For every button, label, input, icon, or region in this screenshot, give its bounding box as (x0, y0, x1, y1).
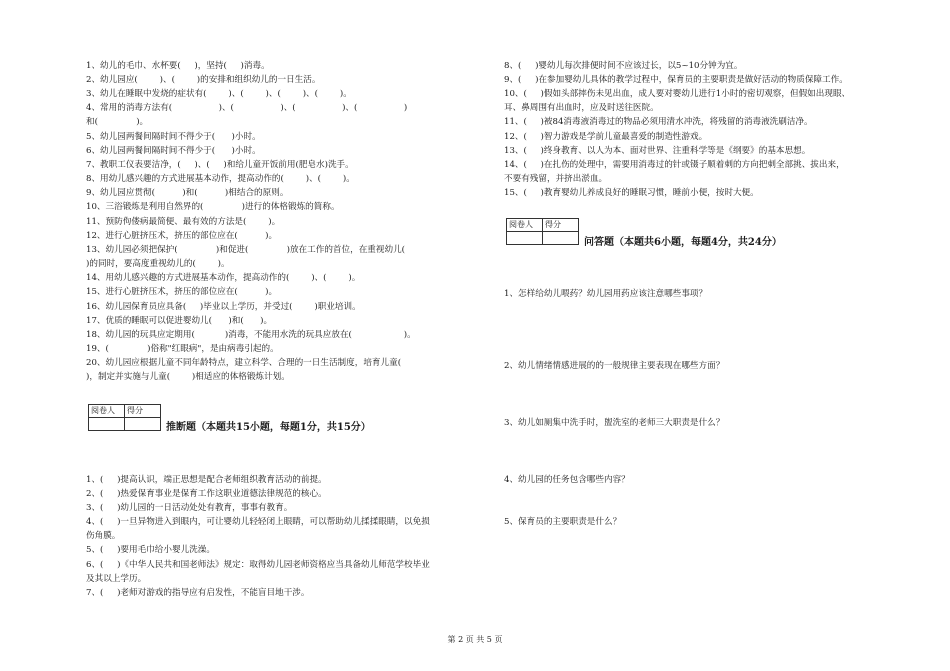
reviewer-label: 阅卷人 (89, 405, 125, 418)
judge-line: 10、( )假如头部摔伤未见出血，成人要对婴幼儿进行1小时的密切观察，但假如出现眼、 (504, 89, 851, 99)
judge-line: 1、( )提高认识，端正思想是配合老师组织教育活动的前提。 (86, 475, 327, 485)
qa-question: 4、幼儿园的任务包含哪些内容？ (504, 475, 630, 485)
judge-line: 5、( )要用毛巾给小婴儿洗澡。 (86, 545, 215, 555)
reviewer-cell (89, 418, 125, 431)
score-cell (543, 232, 579, 245)
fill-blank-line: 5、幼儿园两餐间隔时间不得少于( )小时。 (86, 132, 261, 142)
judge-line: 耳、鼻周围有出血时，应及时送往医院。 (504, 103, 659, 113)
score-label: 得分 (125, 405, 161, 418)
page-footer: 第 2 页 共 5 页 (447, 635, 503, 644)
qa-question: 2、幼儿情绪情感进展的的一般规律主要表现在哪些方面？ (504, 361, 725, 371)
score-box (506, 218, 579, 245)
judge-line: 13、( )终身教育、以人为本、面对世界、注重科学等是《纲要》的基本思想。 (504, 146, 811, 156)
fill-blank-line: 11、预防佝偻病最简便、最有效的方法是( )。 (86, 217, 281, 227)
judge-line: 14、( )在扎伤的处理中，需要用消毒过的针或镊子顺着刺的方向把刺全部挑、拔出来， (504, 160, 845, 170)
judge-line: 8、( )婴幼儿每次排便时间不应该过长，以5~10分钟为宜。 (504, 61, 743, 71)
score-cell (125, 418, 161, 431)
judge-line: 15、( )教育婴幼儿养成良好的睡眠习惯，睡前小便，按时大便。 (504, 188, 759, 198)
fill-blank-line: 15、进行心脏挤压术，挤压的部位应在( )。 (86, 287, 278, 297)
judge-line: 12、( )智力游戏是学前儿童最喜爱的制造性游戏。 (504, 132, 708, 142)
fill-blank-line: 8、用幼儿感兴趣的方式进展基本动作，提高动作的( )、( )。 (86, 174, 355, 184)
score-box (88, 404, 161, 431)
fill-blank-line: 14、用幼儿感兴趣的方式进展基本动作，提高动作的( )、( )。 (86, 273, 361, 283)
fill-blank-line: )的同时，要高度重视幼儿的( )。 (86, 259, 230, 269)
qa-question: 5、保育员的主要职责是什么？ (504, 517, 622, 527)
judge-line: 伤角膜。 (86, 531, 121, 541)
fill-blank-line: 7、教职工仪表要洁净，( )、( )和给儿童开饭前用(肥皂水)洗手。 (86, 160, 354, 170)
judge-line: 6、( )《中华人民共和国老师法》规定：取得幼儿园老师资格应当具备幼儿师范学校毕业 (86, 560, 430, 570)
fill-blank-line: 17、优质的睡眠可以促进婴幼儿( )和( )。 (86, 316, 273, 326)
judge-line: 3、( )幼儿园的一日活动处处有教育，事事有教育。 (86, 503, 293, 513)
qa-section-title: 问答题（本题共6小题，每题4分，共24分） (584, 237, 782, 248)
fill-blank-line: 3、幼儿在睡眠中发烧的症状有( )、( )、( )、( )。 (86, 89, 352, 99)
fill-blank-line: 9、幼儿园应贯彻( )和( )相结合的原则。 (86, 188, 289, 198)
fill-blank-line: 20、幼儿园应根据儿童不同年龄特点，建立科学、合理的一日生活制度，培育儿童( (86, 358, 402, 368)
reviewer-label: 阅卷人 (507, 219, 543, 232)
fill-blank-line: 6、幼儿园两餐间隔时间不得少于( )小时。 (86, 146, 261, 156)
fill-blank-line: )，制定并实施与儿童( )相适应的体格锻炼计划。 (86, 372, 290, 382)
fill-blank-line: 12、进行心脏挤压术，挤压的部位应在( )。 (86, 231, 278, 241)
fill-blank-line: 13、幼儿园必须把保护( )和促进( )放在工作的首位，在重视幼儿( (86, 245, 406, 255)
judge-line: 4、( )一旦异物进入到眼内，可让婴幼儿轻轻闭上眼睛，可以帮助幼儿揉揉眼睛，以免损 (86, 517, 430, 527)
fill-blank-line: 18、幼儿园的玩具应定期用( )消毒，不能用水洗的玩具应放在( )。 (86, 330, 416, 340)
fill-blank-line: 和( )。 (86, 117, 149, 127)
judge-section-title: 推断题（本题共15小题，每题1分，共15分） (166, 422, 371, 433)
fill-blank-line: 2、幼儿园应( )、( )的安排和组织幼儿的一日生活。 (86, 75, 321, 85)
score-label: 得分 (543, 219, 579, 232)
judge-line: 不要有残留，并挤出淤血。 (504, 174, 608, 184)
qa-question: 1、怎样给幼儿喂药？幼儿园用药应该注意哪些事项？ (504, 289, 708, 299)
judge-line: 2、( )热爱保育事业是保育工作这职业道德法律规范的核心。 (86, 489, 327, 499)
judge-line: 7、( )老师对游戏的指导应有启发性，不能盲目地干涉。 (86, 588, 310, 598)
fill-blank-line: 10、三浴锻炼是利用自然界的( )进行的体格锻炼的简称。 (86, 202, 340, 212)
judge-line: 及其以上学历。 (86, 574, 147, 584)
fill-blank-line: 16、幼儿园保育员应具备( )毕业以上学历，并受过( )职业培训。 (86, 302, 361, 312)
fill-blank-line: 4、常用的消毒方法有( )、( )、( )、( ) (86, 103, 408, 113)
judge-line: 9、( )在参加婴幼儿具体的教学过程中，保育员的主要职责是做好活动的物质保障工作。 (504, 75, 848, 85)
reviewer-cell (507, 232, 543, 245)
qa-question: 3、幼儿如厕集中洗手时，盥洗室的老师三大职责是什么？ (504, 418, 725, 428)
fill-blank-line: 1、幼儿的毛巾、水杯要( )，坚持( )消毒。 (86, 61, 270, 71)
judge-line: 11、( )被84消毒液消毒过的物品必须用清水冲洗，将残留的消毒液洗刷洁净。 (504, 117, 813, 127)
fill-blank-line: 19、( )俗称"红眼病"，是由病毒引起的。 (86, 344, 279, 354)
